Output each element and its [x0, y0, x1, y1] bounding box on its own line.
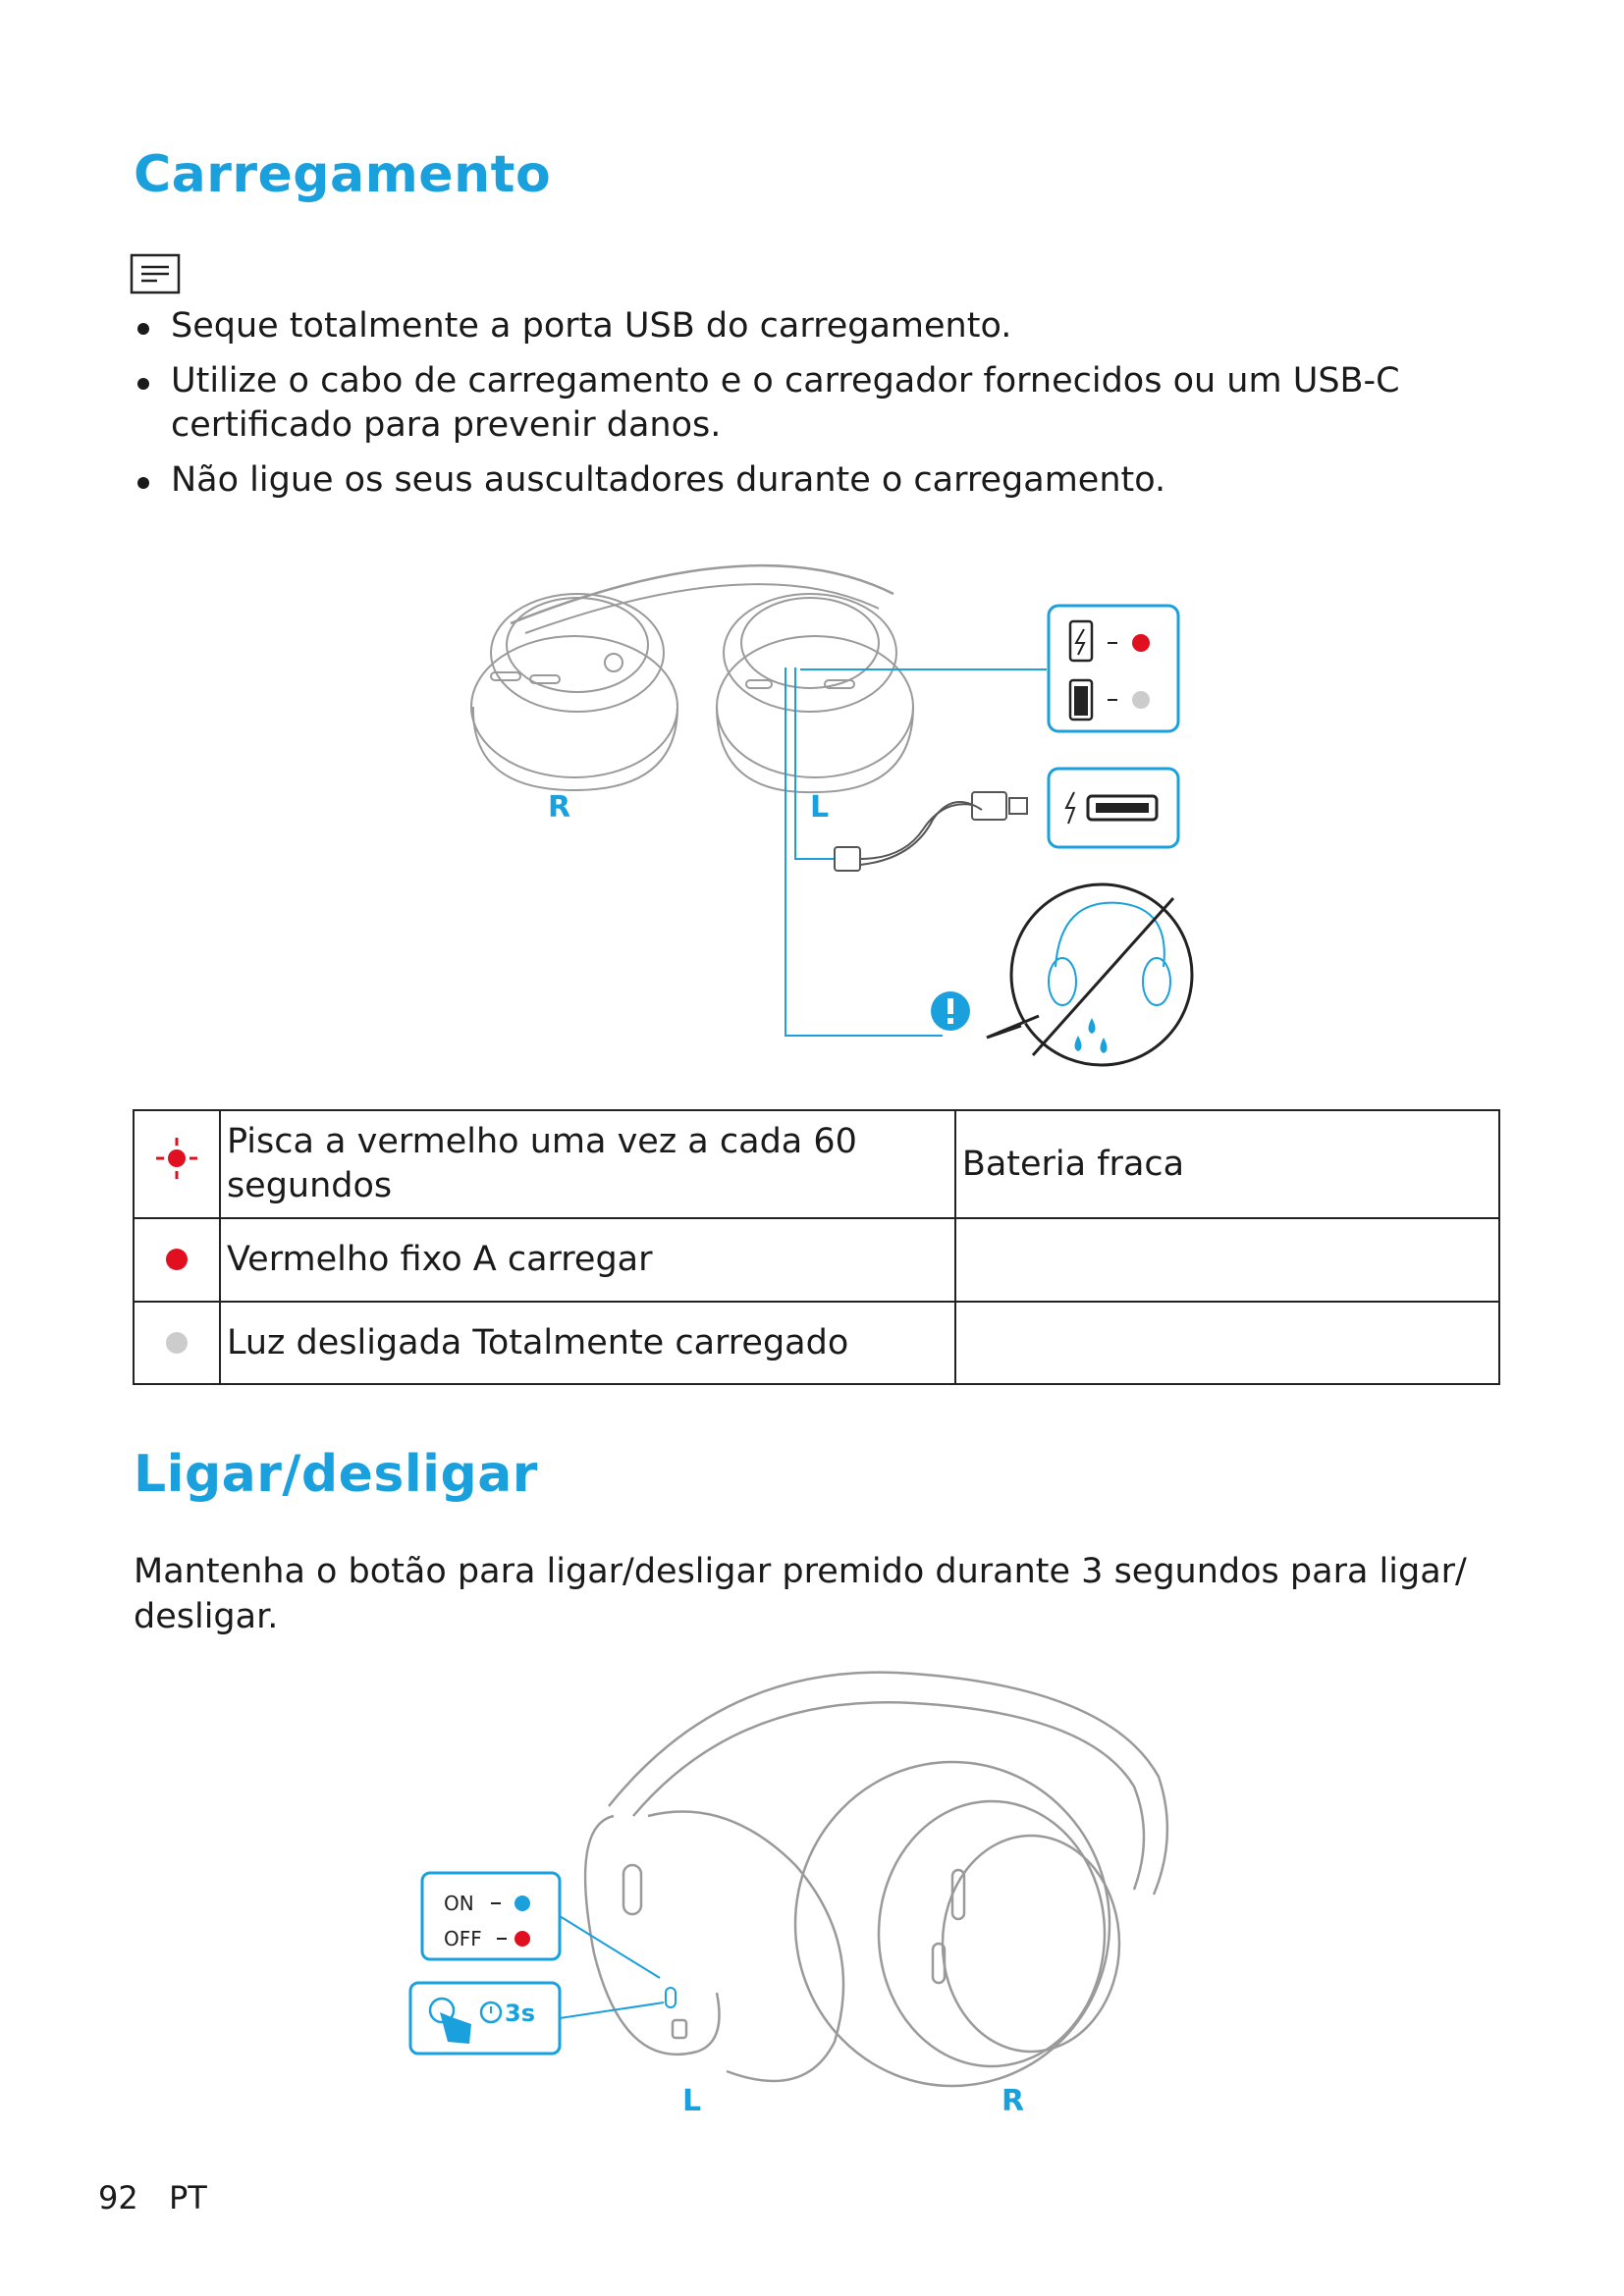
list-item: Utilize o cabo de carregamento e o carregador fornecidos ou um USB-C certificado para prevenir danos.: [134, 359, 1516, 448]
solid-red-led-icon: [166, 1249, 188, 1270]
blinking-red-led-icon: [154, 1136, 199, 1181]
table-row: [134, 1302, 1499, 1384]
blue-led-icon: [514, 1896, 530, 1911]
hold-button-box: [410, 1983, 560, 2054]
label-right: R: [548, 790, 571, 825]
label-right: R: [1001, 2084, 1025, 2118]
power-title: Ligar/desligar: [134, 1445, 538, 1504]
on-label: ON: [444, 1892, 474, 1915]
hold-time-label: 3s: [505, 2000, 535, 2027]
list-item: Seque totalmente a porta USB do carregamento.: [134, 304, 1516, 348]
led-state-cell: Luz desligada Totalmente carregado: [220, 1302, 955, 1384]
language-code: PT: [169, 2179, 207, 2216]
table-cell-icon: [134, 1218, 220, 1302]
headphones-illustration: [471, 565, 913, 792]
red-led-icon: [514, 1931, 530, 1947]
label-left: L: [682, 2084, 702, 2118]
red-led-icon: [1132, 634, 1150, 652]
led-off-icon: [166, 1332, 188, 1354]
led-meaning-cell: [955, 1302, 1499, 1384]
charging-diagram: [432, 535, 1198, 1080]
usb-cable-illustration: [835, 792, 1027, 871]
list-item: Não ligue os seus auscultadores durante o carregamento.: [134, 458, 1516, 503]
headphones-illustration: [585, 1673, 1167, 2086]
table-row: [134, 1110, 1499, 1218]
power-led-box: [422, 1873, 560, 1959]
power-instructions: Mantenha o botão para ligar/desligar premido durante 3 segundos para ligar/ desligar.: [134, 1552, 1467, 1636]
led-state-cell: Vermelho fixo A carregar: [220, 1218, 955, 1302]
led-meaning-cell: [955, 1218, 1499, 1302]
power-diagram: [403, 1659, 1178, 2130]
led-meaning-cell: Bateria fraca: [955, 1110, 1499, 1218]
led-status-box: [1049, 606, 1178, 731]
led-status-table: [133, 1109, 1500, 1385]
table-cell-icon: [134, 1110, 220, 1218]
label-left: L: [810, 790, 830, 825]
table-cell-icon: [134, 1302, 220, 1384]
charging-notes-list: [134, 304, 1516, 513]
charger-box: [1049, 769, 1178, 847]
charging-title: Carregamento: [134, 145, 552, 204]
led-state-cell: Pisca a vermelho uma vez a cada 60 segundos: [220, 1110, 955, 1218]
no-water-warning: [987, 884, 1192, 1065]
note-icon: [130, 253, 181, 294]
gray-led-icon: [1132, 691, 1150, 709]
off-label: OFF: [444, 1927, 482, 1950]
page-number: 92: [98, 2179, 138, 2216]
table-row: [134, 1218, 1499, 1302]
